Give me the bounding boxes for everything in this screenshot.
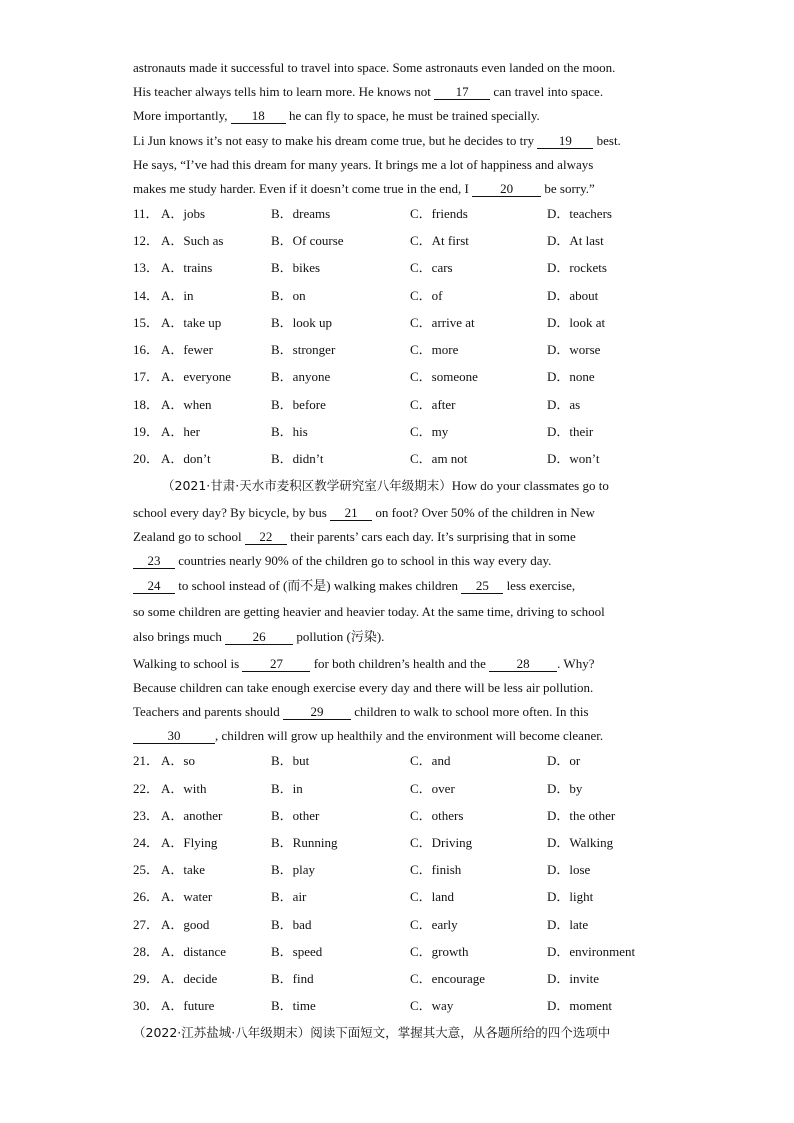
option-d: D．their xyxy=(547,424,594,439)
option-d: D．or xyxy=(547,753,581,768)
passage1-line-5: He says, “I’ve had this dream for many years. It brings me a lot of happiness and always xyxy=(133,157,594,172)
option-d: D．rockets xyxy=(547,260,607,275)
option-a: A．when xyxy=(161,397,212,412)
passage1-line-3: More importantly, 18 he can fly to space, he must be trained specially. xyxy=(133,108,540,123)
passage2-line-9: Because children can take enough exercise every day and there will be less air pollution. xyxy=(133,680,594,695)
option-c: C．early xyxy=(410,917,458,932)
option-b: B．but xyxy=(271,753,310,768)
option-d: D．teachers xyxy=(547,206,612,221)
option-c: C．others xyxy=(410,808,464,823)
option-a: A．her xyxy=(161,424,200,439)
passage1-line-1: astronauts made it successful to travel into space. Some astronauts even landed on the moon. xyxy=(133,60,616,75)
question-23: 23． A．another B．other C．others D．the other xyxy=(133,808,616,823)
question-12: 12． A．Such as B．Of course C．At first D．At last xyxy=(133,233,604,248)
blank-27: 27 xyxy=(242,657,310,672)
option-a: A．fewer xyxy=(161,342,213,357)
option-c: C．and xyxy=(410,753,451,768)
option-b: B．find xyxy=(271,971,314,986)
blank-28: 28 xyxy=(489,657,557,672)
option-b: B．look up xyxy=(271,315,333,330)
passage2-line-5: 24 to school instead of (而不是) walking makes children 25 less exercise, xyxy=(133,578,575,594)
option-a: A．in xyxy=(161,288,194,303)
option-a: A．water xyxy=(161,889,213,904)
option-b: B．on xyxy=(271,288,306,303)
question-18: 18． A．when B．before C．after D．as xyxy=(133,397,581,412)
option-a: A．decide xyxy=(161,971,218,986)
question-26: 26． A．water B．air C．land D．light xyxy=(133,889,594,904)
option-b: B．bikes xyxy=(271,260,321,275)
passage2-line-1: （2021·甘肃·天水市麦积区教学研究室八年级期末）How do your classmates go to xyxy=(162,478,609,493)
option-c: C．growth xyxy=(410,944,469,959)
option-a: A．good xyxy=(161,917,210,932)
option-d: D．At last xyxy=(547,233,604,248)
option-a: A．Flying xyxy=(161,835,218,850)
option-a: A．with xyxy=(161,781,207,796)
passage2-line-10: Teachers and parents should 29 children to walk to school more often. In this xyxy=(133,704,589,719)
option-a: A．future xyxy=(161,998,215,1013)
option-d: D．light xyxy=(547,889,594,904)
blank-23: 23 xyxy=(133,554,175,569)
blank-21: 21 xyxy=(330,506,372,521)
option-b: B．bad xyxy=(271,917,312,932)
option-c: C．over xyxy=(410,781,455,796)
question-29: 29． A．decide B．find C．encourage D．invite xyxy=(133,971,599,986)
blank-20: 20 xyxy=(472,182,541,197)
question-25: 25． A．take B．play C．finish D．lose xyxy=(133,862,591,877)
option-d: D．none xyxy=(547,369,595,384)
passage1-line-2: His teacher always tells him to learn more. He knows not 17 can travel into space. xyxy=(133,84,604,99)
option-c: C．land xyxy=(410,889,455,904)
question-30: 30． A．future B．time C．way D．moment xyxy=(133,998,612,1013)
option-d: D．by xyxy=(547,781,583,796)
question-13: 13． A．trains B．bikes C．cars D．rockets xyxy=(133,260,607,275)
blank-22: 22 xyxy=(245,530,287,545)
option-b: B．dreams xyxy=(271,206,331,221)
option-a: A．distance xyxy=(161,944,226,959)
question-21: 21． A．so B．but C．and D．or xyxy=(133,753,581,768)
option-b: B．before xyxy=(271,397,326,412)
option-d: D．the other xyxy=(547,808,616,823)
passage2-line-2: school every day? By bicycle, by bus 21 on foot? Over 50% of the children in New xyxy=(133,505,595,520)
question-27: 27． A．good B．bad C．early D．late xyxy=(133,917,589,932)
question-28: 28． A．distance B．speed C．growth D．environment xyxy=(133,944,636,959)
passage1-line-4: Li Jun knows it’s not easy to make his dream come true, but he decides to try 19 best. xyxy=(133,133,621,148)
source-note: （2021·甘肃·天水市麦积区教学研究室八年级期末） xyxy=(162,478,452,493)
passage2-line-7: also brings much 26 pollution (污染). xyxy=(133,629,385,644)
option-a: A．everyone xyxy=(161,369,232,384)
question-15: 15． A．take up B．look up C．arrive at D．look at xyxy=(133,315,606,330)
blank-25: 25 xyxy=(461,579,503,594)
option-b: B．other xyxy=(271,808,320,823)
option-c: C．Driving xyxy=(410,835,473,850)
question-24: 24． A．Flying B．Running C．Driving D．Walking xyxy=(133,835,614,850)
option-d: D．invite xyxy=(547,971,599,986)
passage2-line-8: Walking to school is 27 for both children’s health and the 28 . Why? xyxy=(133,656,595,671)
option-b: B．speed xyxy=(271,944,323,959)
option-d: D．Walking xyxy=(547,835,614,850)
option-c: C．someone xyxy=(410,369,478,384)
option-a: A．trains xyxy=(161,260,213,275)
option-c: C．my xyxy=(410,424,449,439)
option-b: B．play xyxy=(271,862,316,877)
option-c: C．am not xyxy=(410,451,468,466)
option-b: B．Running xyxy=(271,835,338,850)
passage2-line-6: so some children are getting heavier and heavier today. At the same time, driving to school xyxy=(133,604,605,619)
option-d: D．environment xyxy=(547,944,636,959)
option-c: C．cars xyxy=(410,260,453,275)
blank-19: 19 xyxy=(537,134,593,149)
option-a: A．so xyxy=(161,753,195,768)
question-16: 16． A．fewer B．stronger C．more D．worse xyxy=(133,342,601,357)
question-11: 11． A．jobs B．dreams C．friends D．teachers xyxy=(133,206,612,221)
option-b: B．air xyxy=(271,889,307,904)
blank-29: 29 xyxy=(283,705,351,720)
option-c: C．friends xyxy=(410,206,468,221)
option-b: B．anyone xyxy=(271,369,331,384)
option-d: D．moment xyxy=(547,998,612,1013)
passage1-line-6: makes me study harder. Even if it doesn’t come true in the end, I 20 be sorry.” xyxy=(133,181,595,196)
option-d: D．about xyxy=(547,288,599,303)
option-c: C．after xyxy=(410,397,456,412)
blank-26: 26 xyxy=(225,630,293,645)
option-c: C．more xyxy=(410,342,459,357)
option-d: D．lose xyxy=(547,862,591,877)
option-c: C．way xyxy=(410,998,454,1013)
question-20: 20． A．don’t B．didn’t C．am not D．won’t xyxy=(133,451,600,466)
option-b: B．time xyxy=(271,998,316,1013)
option-a: A．jobs xyxy=(161,206,206,221)
option-c: C．of xyxy=(410,288,443,303)
question-14: 14． A．in B．on C．of D．about xyxy=(133,288,599,303)
option-a: A．Such as xyxy=(161,233,224,248)
option-d: D．worse xyxy=(547,342,601,357)
option-a: A．another xyxy=(161,808,223,823)
passage2-line-11: 30 , children will grow up healthily and the environment will become cleaner. xyxy=(133,728,603,744)
option-c: C．arrive at xyxy=(410,315,475,330)
option-d: D．as xyxy=(547,397,581,412)
question-17: 17． A．everyone B．anyone C．someone D．none xyxy=(133,369,595,384)
option-d: D．late xyxy=(547,917,589,932)
option-d: D．won’t xyxy=(547,451,600,466)
question-22: 22． A．with B．in C．over D．by xyxy=(133,781,583,796)
option-a: A．take xyxy=(161,862,206,877)
option-a: A．take up xyxy=(161,315,222,330)
question-19: 19． A．her B．his C．my D．their xyxy=(133,424,594,439)
blank-30: 30 xyxy=(133,729,215,744)
option-b: B．in xyxy=(271,781,303,796)
passage2-line-3: Zealand go to school 22 their parents’ cars each day. It’s surprising that in some xyxy=(133,529,576,544)
option-b: B．didn’t xyxy=(271,451,324,466)
blank-17: 17 xyxy=(434,85,490,100)
passage2-line-4: 23 countries nearly 90% of the children go to school in this way every day. xyxy=(133,553,551,569)
option-b: B．Of course xyxy=(271,233,344,248)
option-b: B．his xyxy=(271,424,308,439)
option-c: C．finish xyxy=(410,862,462,877)
next-section-source: （2022·江苏盐城·八年级期末）阅读下面短文，掌握其大意，从各题所给的四个选项中 xyxy=(133,1025,611,1040)
option-c: C．encourage xyxy=(410,971,486,986)
blank-24: 24 xyxy=(133,579,175,594)
option-a: A．don’t xyxy=(161,451,211,466)
option-b: B．stronger xyxy=(271,342,336,357)
option-d: D．look at xyxy=(547,315,606,330)
blank-18: 18 xyxy=(231,109,286,124)
option-c: C．At first xyxy=(410,233,469,248)
